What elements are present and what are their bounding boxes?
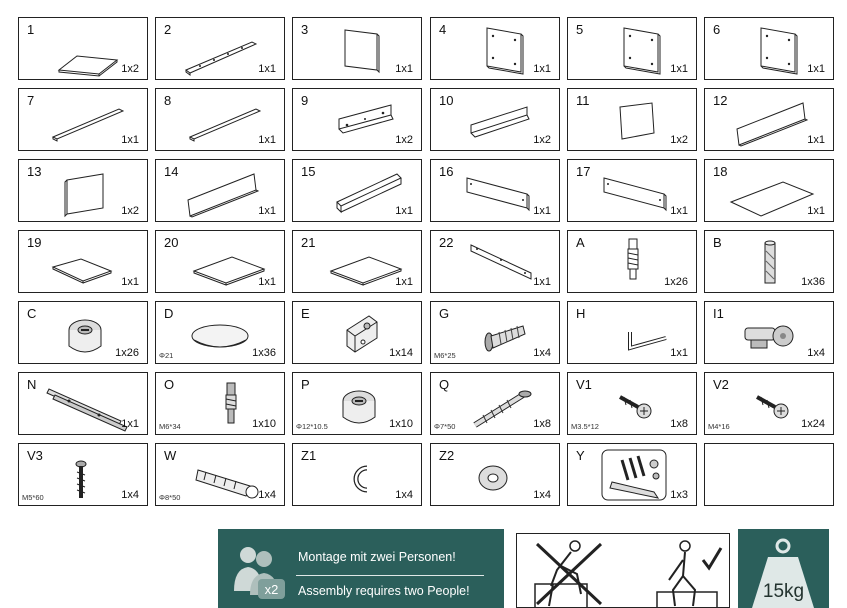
part-quantity: 1x1 bbox=[258, 276, 276, 288]
part-quantity: 1x1 bbox=[533, 205, 551, 217]
part-label: 3 bbox=[301, 22, 309, 37]
part-quantity: 1x10 bbox=[389, 418, 413, 430]
part-label: 10 bbox=[439, 93, 454, 108]
part-cell bbox=[155, 372, 285, 435]
part-label: 13 bbox=[27, 164, 42, 179]
part-label: 22 bbox=[439, 235, 454, 250]
part-quantity: 1x1 bbox=[670, 205, 688, 217]
wrong-lifting-icon bbox=[535, 541, 601, 608]
part-cell bbox=[430, 88, 560, 151]
part-quantity: 1x24 bbox=[801, 418, 825, 430]
part-quantity: 1x26 bbox=[664, 276, 688, 288]
part-spec: M6*34 bbox=[159, 422, 181, 431]
part-quantity: 1x1 bbox=[807, 205, 825, 217]
part-cell bbox=[430, 301, 560, 364]
weight-label bbox=[738, 529, 829, 608]
part-label: P bbox=[301, 377, 310, 392]
part-label: E bbox=[301, 306, 310, 321]
part-label: 2 bbox=[164, 22, 172, 37]
part-cell bbox=[704, 159, 834, 222]
person-count-badge: x2 bbox=[264, 582, 279, 597]
part-cell bbox=[430, 17, 560, 80]
part-label: C bbox=[27, 306, 37, 321]
part-cell bbox=[567, 372, 697, 435]
part-quantity: 1x2 bbox=[121, 205, 139, 217]
part-cell bbox=[18, 17, 148, 80]
part-label: D bbox=[164, 306, 174, 321]
part-label: V3 bbox=[27, 448, 43, 463]
part-label: 12 bbox=[713, 93, 728, 108]
part-label: 17 bbox=[576, 164, 591, 179]
part-cell bbox=[18, 88, 148, 151]
part-quantity: 1x2 bbox=[670, 134, 688, 146]
parts-grid bbox=[18, 17, 840, 510]
part-label: G bbox=[439, 306, 450, 321]
part-spec: M3.5*12 bbox=[571, 422, 599, 431]
part-cell bbox=[567, 88, 697, 151]
part-cell bbox=[18, 301, 148, 364]
part-quantity: 1x1 bbox=[395, 276, 413, 288]
notice-text-de: Montage mit zwei Personen! bbox=[298, 550, 456, 564]
part-label: W bbox=[164, 448, 177, 463]
part-quantity: 1x1 bbox=[258, 134, 276, 146]
part-label: 18 bbox=[713, 164, 728, 179]
part-spec: Φ8*50 bbox=[159, 493, 181, 502]
part-label: N bbox=[27, 377, 37, 392]
part-label: 16 bbox=[439, 164, 454, 179]
part-quantity: 1x4 bbox=[121, 489, 139, 501]
part-label: Q bbox=[439, 377, 450, 392]
part-quantity: 1x26 bbox=[115, 347, 139, 359]
part-cell bbox=[292, 230, 422, 293]
part-label: Z2 bbox=[439, 448, 455, 463]
lifting-posture-panel bbox=[516, 533, 730, 608]
part-label: V2 bbox=[713, 377, 729, 392]
part-label: B bbox=[713, 235, 722, 250]
part-cell bbox=[292, 159, 422, 222]
part-quantity: 1x4 bbox=[533, 347, 551, 359]
part-quantity: 1x4 bbox=[533, 489, 551, 501]
empty-cell bbox=[704, 443, 834, 506]
part-quantity: 1x1 bbox=[121, 418, 139, 430]
part-spec: M6*25 bbox=[434, 351, 456, 360]
part-label: Y bbox=[576, 448, 585, 463]
part-label: 21 bbox=[301, 235, 316, 250]
part-quantity: 1x4 bbox=[395, 489, 413, 501]
part-spec: Φ12*10.5 bbox=[296, 422, 328, 431]
part-quantity: 1x1 bbox=[533, 63, 551, 75]
part-label: 5 bbox=[576, 22, 584, 37]
part-label: Z1 bbox=[301, 448, 317, 463]
part-quantity: 1x36 bbox=[252, 347, 276, 359]
part-label: 19 bbox=[27, 235, 42, 250]
correct-lifting-icon bbox=[657, 541, 721, 608]
part-label: 7 bbox=[27, 93, 35, 108]
notice-divider bbox=[296, 575, 484, 576]
part-cell bbox=[430, 230, 560, 293]
part-label: V1 bbox=[576, 377, 592, 392]
part-label: 1 bbox=[27, 22, 35, 37]
part-quantity: 1x1 bbox=[395, 63, 413, 75]
part-quantity: 1x4 bbox=[807, 347, 825, 359]
part-cell bbox=[567, 230, 697, 293]
part-cell bbox=[704, 301, 834, 364]
part-label: 9 bbox=[301, 93, 309, 108]
part-cell bbox=[155, 230, 285, 293]
part-label: 20 bbox=[164, 235, 179, 250]
part-quantity: 1x1 bbox=[807, 63, 825, 75]
part-label: 4 bbox=[439, 22, 447, 37]
part-cell bbox=[430, 372, 560, 435]
two-person-notice bbox=[218, 529, 504, 608]
part-quantity: 1x2 bbox=[533, 134, 551, 146]
part-quantity: 1x1 bbox=[121, 134, 139, 146]
part-cell bbox=[155, 159, 285, 222]
part-cell bbox=[704, 88, 834, 151]
part-cell bbox=[292, 88, 422, 151]
part-label: 15 bbox=[301, 164, 316, 179]
part-quantity: 1x8 bbox=[670, 418, 688, 430]
part-quantity: 1x1 bbox=[258, 63, 276, 75]
part-cell bbox=[704, 17, 834, 80]
part-quantity: 1x36 bbox=[801, 276, 825, 288]
part-label: A bbox=[576, 235, 585, 250]
part-label: 8 bbox=[164, 93, 172, 108]
part-cell bbox=[704, 230, 834, 293]
part-cell bbox=[155, 88, 285, 151]
part-cell bbox=[18, 159, 148, 222]
part-cell bbox=[155, 443, 285, 506]
part-quantity: 1x1 bbox=[807, 134, 825, 146]
part-quantity: 1x1 bbox=[533, 276, 551, 288]
part-cell bbox=[292, 301, 422, 364]
part-cell bbox=[430, 443, 560, 506]
part-quantity: 1x8 bbox=[533, 418, 551, 430]
part-cell bbox=[430, 159, 560, 222]
part-label: 14 bbox=[164, 164, 179, 179]
part-spec: M4*16 bbox=[708, 422, 730, 431]
part-cell bbox=[155, 301, 285, 364]
part-cell bbox=[292, 372, 422, 435]
part-quantity: 1x10 bbox=[252, 418, 276, 430]
part-quantity: 1x1 bbox=[258, 205, 276, 217]
part-cell bbox=[704, 372, 834, 435]
part-cell bbox=[155, 17, 285, 80]
weight-value: 15kg bbox=[762, 581, 805, 602]
part-quantity: 1x2 bbox=[395, 134, 413, 146]
part-label: O bbox=[164, 377, 175, 392]
part-label: I1 bbox=[713, 306, 724, 321]
part-spec: Φ7*50 bbox=[434, 422, 456, 431]
part-label: 6 bbox=[713, 22, 721, 37]
part-quantity: 1x14 bbox=[389, 347, 413, 359]
part-label: H bbox=[576, 306, 586, 321]
part-quantity: 1x1 bbox=[395, 205, 413, 217]
part-cell bbox=[292, 17, 422, 80]
part-cell bbox=[18, 443, 148, 506]
part-cell bbox=[292, 443, 422, 506]
part-quantity: 1x4 bbox=[258, 489, 276, 501]
part-cell bbox=[567, 159, 697, 222]
part-spec: Φ21 bbox=[159, 351, 174, 360]
part-label: 11 bbox=[576, 93, 590, 108]
part-quantity: 1x3 bbox=[670, 489, 688, 501]
part-quantity: 1x1 bbox=[670, 347, 688, 359]
part-quantity: 1x1 bbox=[670, 63, 688, 75]
two-people-icon bbox=[218, 529, 288, 608]
part-spec: M5*60 bbox=[22, 493, 44, 502]
part-quantity: 1x1 bbox=[121, 276, 139, 288]
part-cell bbox=[567, 443, 697, 506]
notice-text-en: Assembly requires two People! bbox=[298, 584, 470, 598]
part-cell bbox=[18, 372, 148, 435]
part-cell bbox=[567, 17, 697, 80]
part-cell bbox=[18, 230, 148, 293]
part-quantity: 1x2 bbox=[121, 63, 139, 75]
part-cell bbox=[567, 301, 697, 364]
